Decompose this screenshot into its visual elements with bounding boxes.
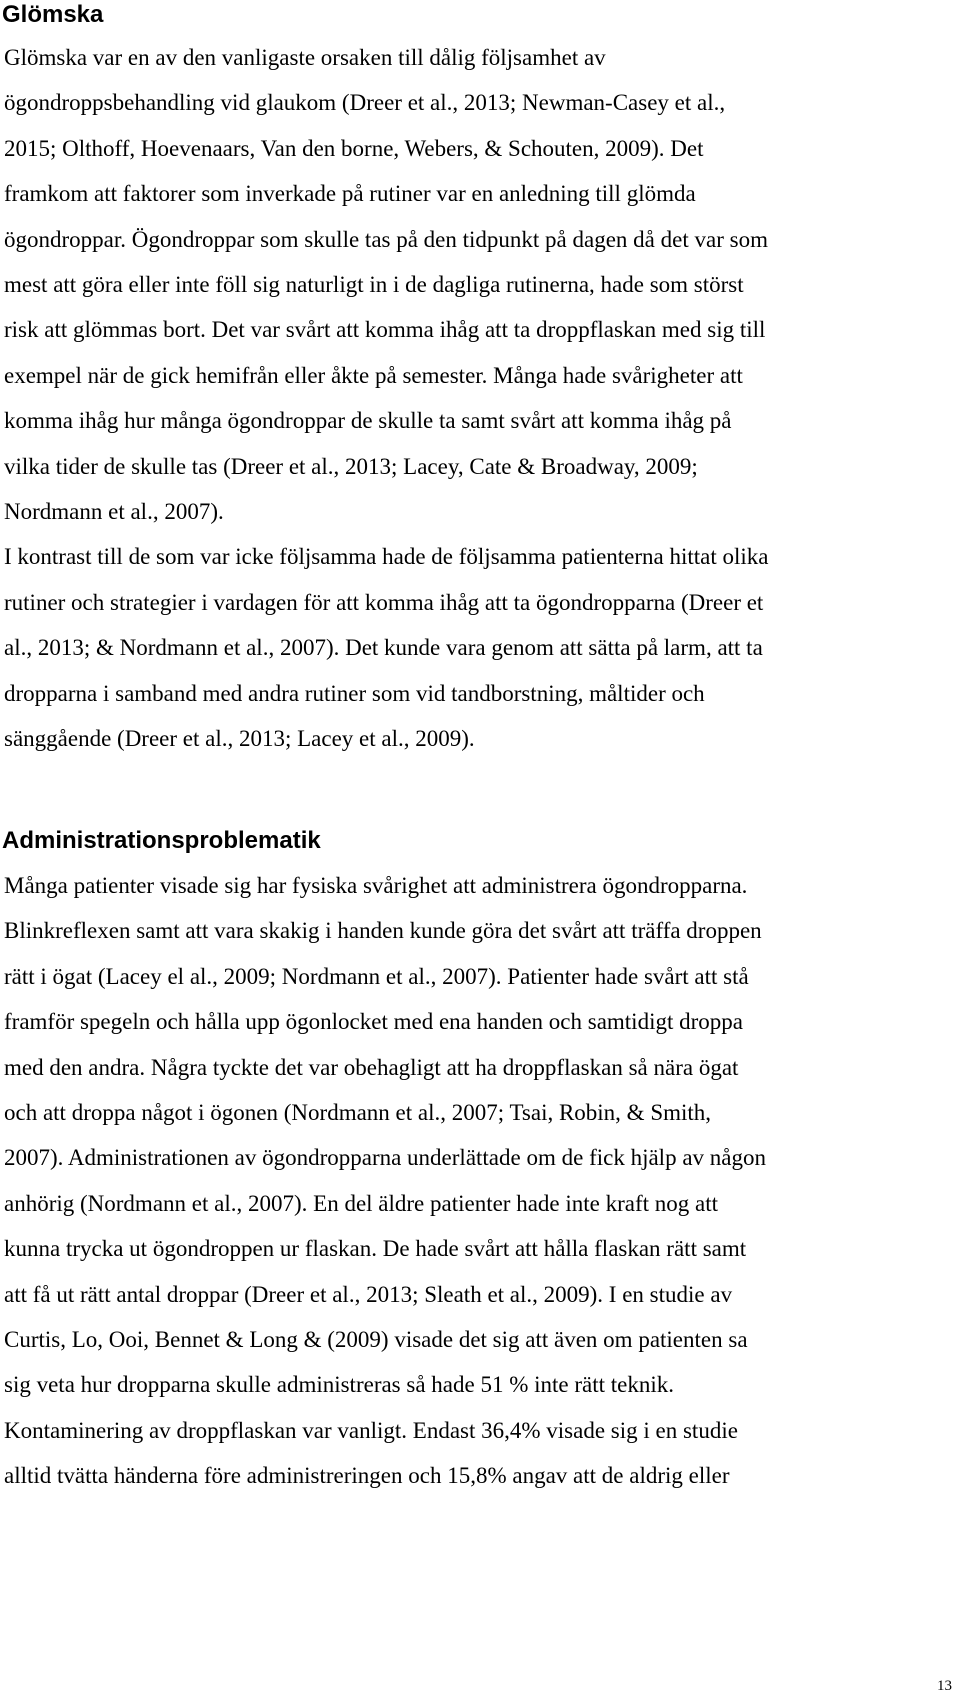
text-line: och att droppa något i ögonen (Nordmann et al., 2007; Tsai, Robin, & Smith, xyxy=(4,1100,712,1125)
section-heading-administrationsproblematik: Administrationsproblematik xyxy=(2,827,321,854)
text-line: ögondroppar. Ögondroppar som skulle tas på den tidpunkt på dagen då det var som xyxy=(4,226,768,252)
text-line: 2007). Administrationen av ögondropparna underlättade om de fick hjälp av någon xyxy=(4,1145,766,1171)
text-line: anhörig (Nordmann et al., 2007). En del äldre patienter hade inte kraft nog att xyxy=(4,1190,719,1216)
text-line: dropparna i samband med andra rutiner som vid tandborstning, måltider och xyxy=(4,680,705,706)
text-line: att få ut rätt antal droppar (Dreer et al., 2013; Sleath et al., 2009). I en studie av xyxy=(4,1281,733,1307)
text-line: med den andra. Några tyckte det var obehagligt att ha droppflaskan så nära ögat xyxy=(4,1054,739,1080)
text-line: Blinkreflexen samt att vara skakig i handen kunde göra det svårt att träffa droppen xyxy=(4,918,762,944)
text-line: sänggående (Dreer et al., 2013; Lacey et al., 2009). xyxy=(4,726,475,751)
text-line: framkom att faktorer som inverkade på rutiner var en anledning till glömda xyxy=(4,181,696,207)
text-line: rutiner och strategier i vardagen för att komma ihåg att ta ögondropparna (Dreer et xyxy=(4,589,764,615)
text-line: Glömska var en av den vanligaste orsaken till dålig följsamhet av xyxy=(4,45,606,70)
section-heading-glomska: Glömska xyxy=(2,1,104,28)
text-line: exempel när de gick hemifrån eller åkte på semester. Många hade svårigheter att xyxy=(4,362,743,388)
text-line: Många patienter visade sig har fysiska svårighet att administrera ögondropparna. xyxy=(4,873,748,898)
text-line: alltid tvätta händerna före administreringen och 15,8% angav att de aldrig eller xyxy=(4,1463,730,1489)
text-line: risk att glömmas bort. Det var svårt att komma ihåg att ta droppflaskan med sig till xyxy=(4,317,766,343)
page-number: 13 xyxy=(937,1678,952,1694)
text-line: kunna trycka ut ögondroppen ur flaskan. De hade svårt att hålla flaskan rätt samt xyxy=(4,1236,747,1262)
text-line: Kontaminering av droppflaskan var vanligt. Endast 36,4% visade sig i en studie xyxy=(4,1417,738,1443)
text-line: komma ihåg hur många ögondroppar de skulle ta samt svårt att komma ihåg på xyxy=(4,408,732,434)
text-line: al., 2013; & Nordmann et al., 2007). Det kunde vara genom att sätta på larm, att ta xyxy=(4,635,763,661)
text-line: Nordmann et al., 2007). xyxy=(4,499,224,524)
text-line: I kontrast till de som var icke följsamma hade de följsamma patienterna hittat olika xyxy=(4,544,769,570)
text-line: framför spegeln och hålla upp ögonlocket med ena handen och samtidigt droppa xyxy=(4,1009,743,1035)
text-line: Curtis, Lo, Ooi, Bennet & Long & (2009) visade det sig att även om patienten sa xyxy=(4,1327,748,1352)
text-line: sig veta hur dropparna skulle administreras så hade 51 % inte rätt teknik. xyxy=(4,1372,674,1398)
text-line: vilka tider de skulle tas (Dreer et al., 2013; Lacey, Cate & Broadway, 2009; xyxy=(4,453,698,479)
text-line: rätt i ögat (Lacey el al., 2009; Nordmann et al., 2007). Patienter hade svårt att stå xyxy=(4,963,749,989)
text-line: ögondroppsbehandling vid glaukom (Dreer et al., 2013; Newman-Casey et al., xyxy=(4,90,726,116)
text-line: 2015; Olthoff, Hoevenaars, Van den borne, Webers, & Schouten, 2009). Det xyxy=(4,135,704,161)
text-line: mest att göra eller inte föll sig naturligt in i de dagliga rutinerna, hade som störst xyxy=(4,272,744,297)
